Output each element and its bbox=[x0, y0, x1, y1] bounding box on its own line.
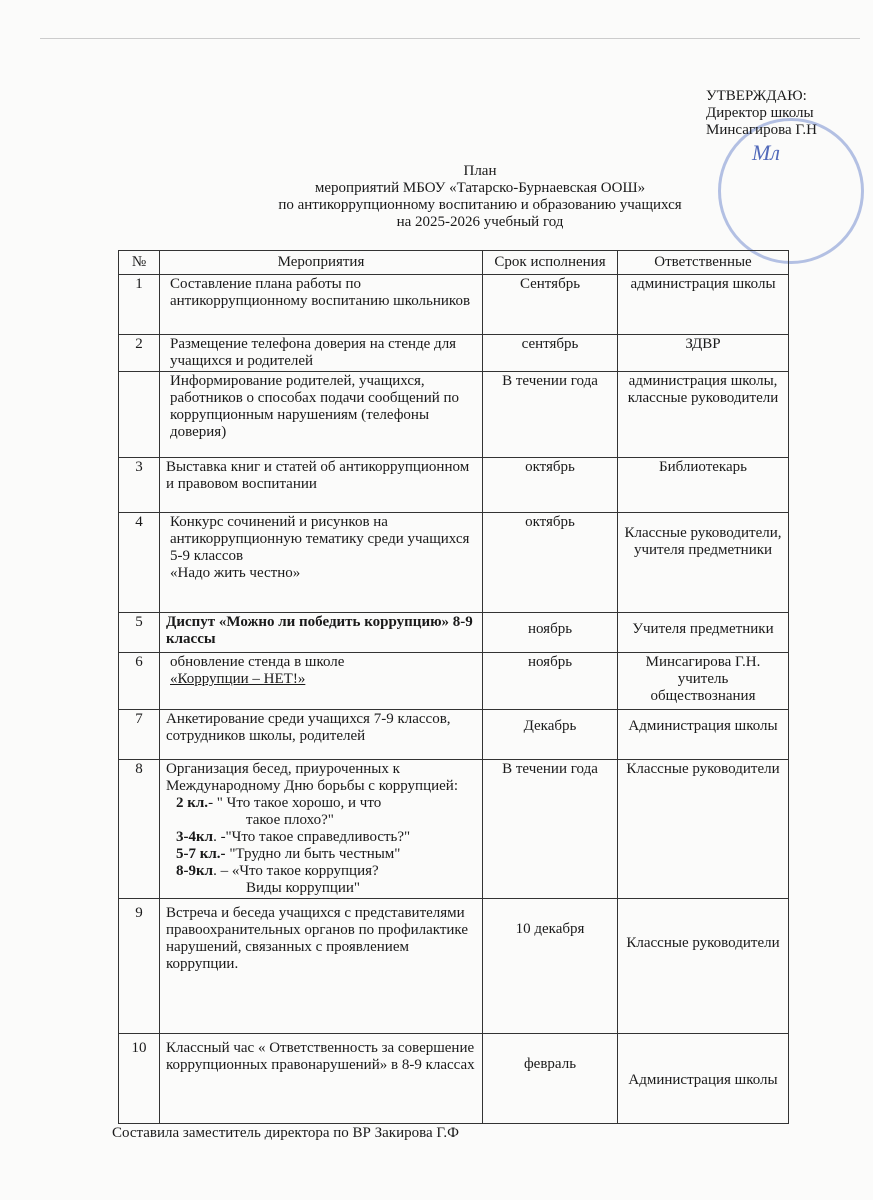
row-responsible: Классные руководители, учителя предметники bbox=[618, 513, 789, 613]
table-row bbox=[119, 513, 789, 613]
title-line-4: на 2025-2026 учебный год bbox=[396, 214, 564, 230]
row-term: сентябрь bbox=[483, 335, 618, 372]
row-term: октябрь bbox=[483, 458, 618, 513]
row-term: В течении года bbox=[483, 372, 618, 458]
table-header-row bbox=[119, 251, 789, 275]
approval-block bbox=[706, 88, 817, 139]
table-row bbox=[119, 613, 789, 653]
row-term: ноябрь bbox=[483, 613, 618, 653]
grade-label: 8-9кл bbox=[176, 863, 214, 879]
header-event: Мероприятия bbox=[160, 251, 483, 275]
grade-topic-cont: Виды коррупции" bbox=[246, 880, 361, 896]
row-num: 2 bbox=[119, 335, 160, 372]
table-row bbox=[119, 760, 789, 899]
header-term: Срок исполнения bbox=[483, 251, 618, 275]
grade-topic-cont: такое плохо?" bbox=[246, 812, 334, 828]
table-row bbox=[119, 335, 789, 372]
row-responsible: администрация школы bbox=[618, 275, 789, 335]
row-term: февраль bbox=[483, 1034, 618, 1124]
table-row bbox=[119, 372, 789, 458]
row-term: ноябрь bbox=[483, 653, 618, 710]
director-signature: Мл bbox=[752, 140, 780, 165]
row-responsible: Классные руководители bbox=[618, 760, 789, 899]
row-num: 10 bbox=[119, 1034, 160, 1124]
row-num: 6 bbox=[119, 653, 160, 710]
row-responsible: Библиотекарь bbox=[618, 458, 789, 513]
row-event bbox=[160, 513, 483, 613]
row-term: Сентябрь bbox=[483, 275, 618, 335]
approval-name: Минсагирова Г.Н bbox=[706, 122, 817, 138]
row-responsible: администрация школы, классные руководители bbox=[618, 372, 789, 458]
approval-position: Директор школы bbox=[706, 105, 814, 121]
grade-topic: "Трудно ли быть честным" bbox=[225, 846, 401, 862]
table-row bbox=[119, 710, 789, 760]
title-line-1: План bbox=[463, 163, 497, 179]
school-seal-stamp bbox=[718, 118, 864, 264]
row-event bbox=[160, 653, 483, 710]
row-term: В течении года bbox=[483, 760, 618, 899]
row-event-text: Конкурс сочинений и рисунков на антикоррупционную тематику среди учащихся 5-9 классов bbox=[170, 514, 470, 564]
grade-topic: . -"Что такое справедливость?" bbox=[213, 829, 411, 845]
header-num: № bbox=[119, 251, 160, 275]
title-line-2: мероприятий МБОУ «Татарско-Бурнаевская ООШ» bbox=[314, 180, 646, 196]
row-event: Выставка книг и статей об антикоррупционном и правовом воспитании bbox=[160, 458, 483, 513]
compiled-by: Составила заместитель директора по ВР Закирова Г.Ф bbox=[112, 1125, 459, 1141]
row-event bbox=[160, 760, 483, 899]
grade-label: 3-4кл bbox=[176, 829, 214, 845]
row-event: Анкетирование среди учащихся 7-9 классов, сотрудников школы, родителей bbox=[160, 710, 483, 760]
row-num: 4 bbox=[119, 513, 160, 613]
row-num: 1 bbox=[119, 275, 160, 335]
grade-label: 5-7 кл.- bbox=[176, 846, 226, 862]
row-num: 8 bbox=[119, 760, 160, 899]
row-term: Декабрь bbox=[483, 710, 618, 760]
row-responsible: Учителя предметники bbox=[618, 613, 789, 653]
row-event-subtitle: «Надо жить честно» bbox=[170, 565, 301, 581]
row-event: Размещение телефона доверия на стенде для учащихся и родителей bbox=[160, 335, 483, 372]
grade-label: 2 кл. bbox=[176, 795, 209, 811]
row-num: 5 bbox=[119, 613, 160, 653]
row-event: Диспут «Можно ли победить коррупцию» 8-9 классы bbox=[160, 613, 483, 653]
table-row bbox=[119, 458, 789, 513]
row-num: 9 bbox=[119, 899, 160, 1034]
grade-topic: . – «Что такое коррупция? bbox=[213, 863, 379, 879]
row-responsible: Администрация школы bbox=[618, 710, 789, 760]
row-event: Классный час « Ответственность за совершение коррупционных правонарушений» в 8-9 классах bbox=[160, 1034, 483, 1124]
row-responsible: Минсагирова Г.Н. учитель обществознания bbox=[618, 653, 789, 710]
row-event-text: Организация бесед, приуроченных к Международному Дню борьбы с коррупцией: bbox=[166, 761, 458, 794]
row-num bbox=[119, 372, 160, 458]
approval-heading: УТВЕРЖДАЮ: bbox=[706, 88, 807, 104]
scan-edge-line bbox=[40, 38, 860, 39]
row-responsible: ЗДВР bbox=[618, 335, 789, 372]
header-responsible: Ответственные bbox=[618, 251, 789, 275]
document-title bbox=[230, 163, 730, 231]
row-event-subtitle: «Коррупции – НЕТ!» bbox=[170, 671, 306, 687]
row-event: Встреча и беседа учащихся с представителями правоохранительных органов по профилактике нарушений, связанных с проявлением коррупции. bbox=[160, 899, 483, 1034]
events-table bbox=[118, 250, 789, 1124]
title-line-3: по антикоррупционному воспитанию и образованию учащихся bbox=[278, 197, 682, 213]
row-term: октябрь bbox=[483, 513, 618, 613]
grade-topic: - " Что такое хорошо, и что bbox=[208, 795, 382, 811]
table-row bbox=[119, 899, 789, 1034]
table-row bbox=[119, 275, 789, 335]
row-event: Информирование родителей, учащихся, работников о способах подачи сообщений по коррупционным нарушениям (телефоны доверия) bbox=[160, 372, 483, 458]
row-term: 10 декабря bbox=[483, 899, 618, 1034]
row-num: 7 bbox=[119, 710, 160, 760]
row-responsible: Классные руководители bbox=[618, 899, 789, 1034]
row-responsible: Администрация школы bbox=[618, 1034, 789, 1124]
table-row bbox=[119, 653, 789, 710]
row-event-text: обновление стенда в школе bbox=[170, 654, 345, 670]
table-row bbox=[119, 1034, 789, 1124]
row-num: 3 bbox=[119, 458, 160, 513]
row-event: Составление плана работы по антикоррупционному воспитанию школьников bbox=[160, 275, 483, 335]
